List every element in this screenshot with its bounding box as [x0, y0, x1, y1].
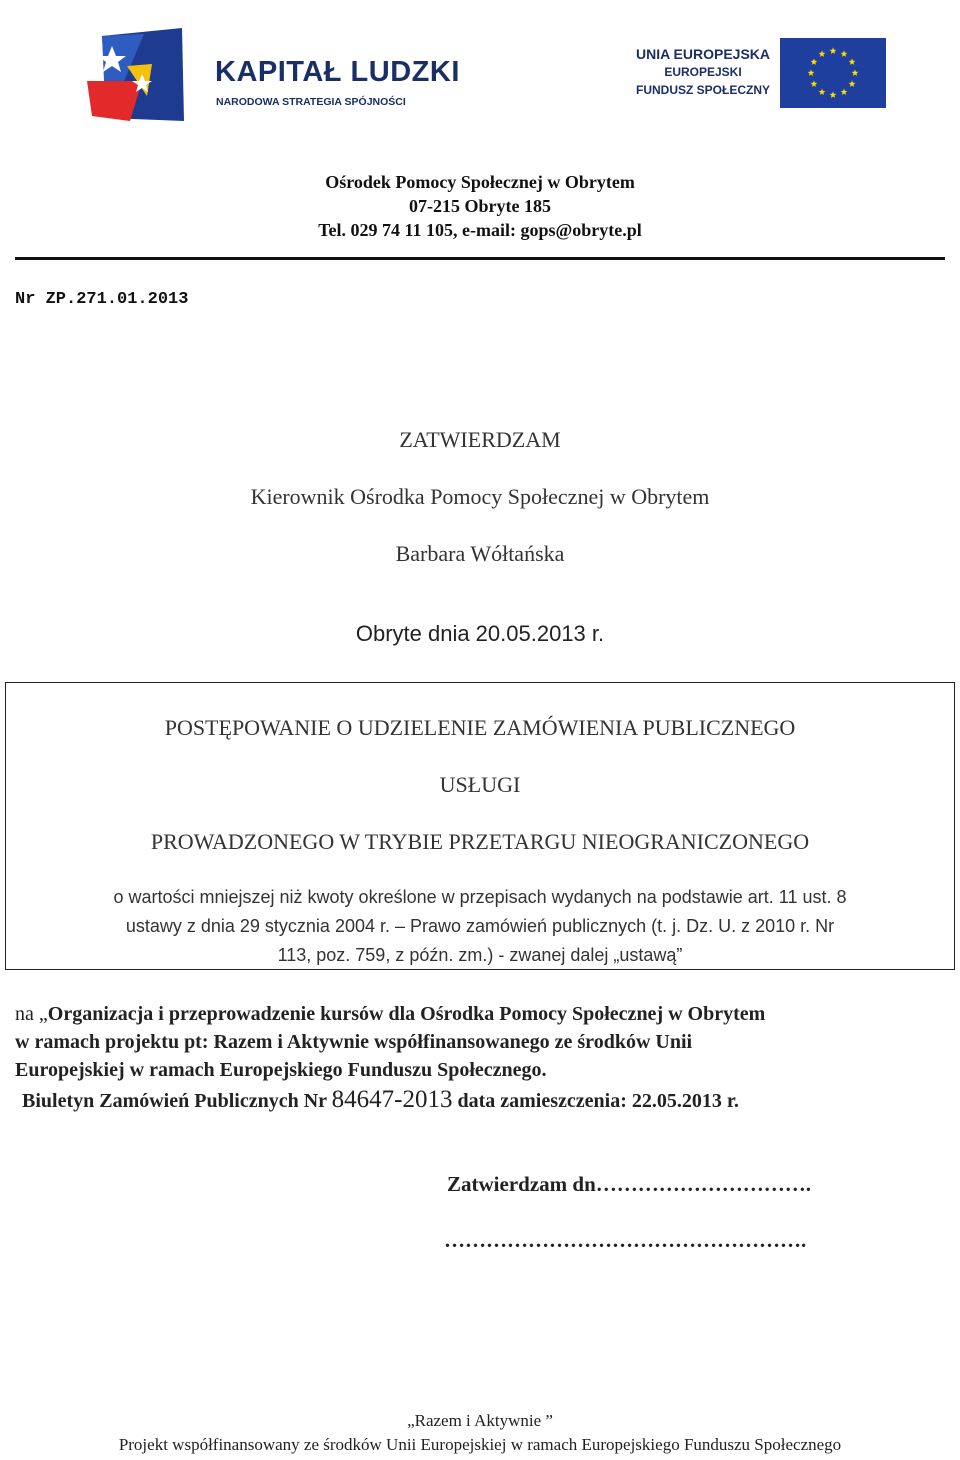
approval-heading: ZATWIERDZAM [399, 427, 561, 452]
bulletin-label: Biuletyn Zamówień Publicznych Nr [22, 1090, 332, 1112]
kapital-ludzki-title: KAPITAŁ LUDZKI [215, 56, 460, 88]
procedure-type: USŁUGI [439, 772, 521, 797]
procedure-details-line3: 113, poz. 759, z późn. zm.) - zwanej dalej „ustawą” [277, 945, 683, 965]
footer-cofinancing: Projekt współfinansowany ze środków Unii Europejskiej w ramach Europejskiego Funduszu Społecznego [118, 1435, 842, 1454]
eu-logo-line2: EUROPEJSKI [664, 65, 742, 79]
eu-flag-icon [780, 38, 886, 108]
subject-text-line1: Organizacja i przeprowadzenie kursów dla Ośrodka Pomocy Społecznej w Obrytem [47, 1003, 766, 1025]
kapital-ludzki-logo [70, 18, 460, 128]
institution-header [0, 170, 960, 242]
footer-project-name: „Razem i Aktywnie ” [407, 1411, 553, 1430]
confirmation-label: Zatwierdzam dn…………………………. [447, 1172, 811, 1196]
contract-subject [15, 1000, 950, 1084]
subject-prefix: na „ [15, 1003, 48, 1025]
kapital-ludzki-flag-icon [82, 26, 192, 126]
approval-position: Kierownik Ośrodka Pomocy Społecznej w Obrytem [250, 484, 710, 509]
subject-line1 [15, 1000, 950, 1028]
subject-text-line3: Europejskiej w ramach Europejskiego Funduszu Społecznego. [15, 1059, 547, 1081]
procedure-title: POSTĘPOWANIE O UDZIELENIE ZAMÓWIENIA PUBLICZNEGO [164, 715, 796, 740]
header-divider [15, 257, 945, 260]
procedure-details [20, 883, 940, 970]
bulletin-line [22, 1086, 739, 1114]
approval-date: Obryte dnia 20.05.2013 r. [355, 621, 605, 646]
procedure-details-line2: ustawy z dnia 29 stycznia 2004 r. – Prawo zamówień publicznych (t. j. Dz. U. z 2010 r. Nr [125, 916, 835, 936]
eu-logo-line1: UNIA EUROPEJSKA [635, 46, 771, 62]
bulletin-number: 84647-2013 [331, 1086, 453, 1113]
kapital-ludzki-subtitle: NARODOWA STRATEGIA SPÓJNOŚCI [216, 96, 406, 108]
eu-logo-line3: FUNDUSZ SPOŁECZNY [635, 83, 770, 97]
approval-name: Barbara Wółtańska [395, 541, 565, 566]
procedure-details-line1: o wartości mniejszej niż kwoty określone w przepisach wydanych na podstawie art. 11 ust. 8 [113, 887, 847, 907]
institution-address: 07-215 Obryte 185 [409, 196, 551, 216]
institution-contact: Tel. 029 74 11 105, e-mail: gops@obryte.pl [318, 220, 642, 240]
procedure-mode: PROWADZONEGO W TRYBIE PRZETARGU NIEOGRANICZONEGO [150, 829, 810, 854]
eu-logo-text [628, 45, 778, 99]
bulletin-date: data zamieszczenia: 22.05.2013 r. [452, 1090, 739, 1112]
institution-name: Ośrodek Pomocy Społecznej w Obrytem [325, 172, 635, 192]
subject-text-line2: w ramach projektu pt: Razem i Aktywnie współfinansowanego ze środków Unii [15, 1031, 693, 1053]
eu-logo [620, 30, 910, 130]
confirmation-dots: ……………………………………………. [444, 1228, 807, 1252]
reference-number: Nr ZP.271.01.2013 [15, 290, 189, 309]
